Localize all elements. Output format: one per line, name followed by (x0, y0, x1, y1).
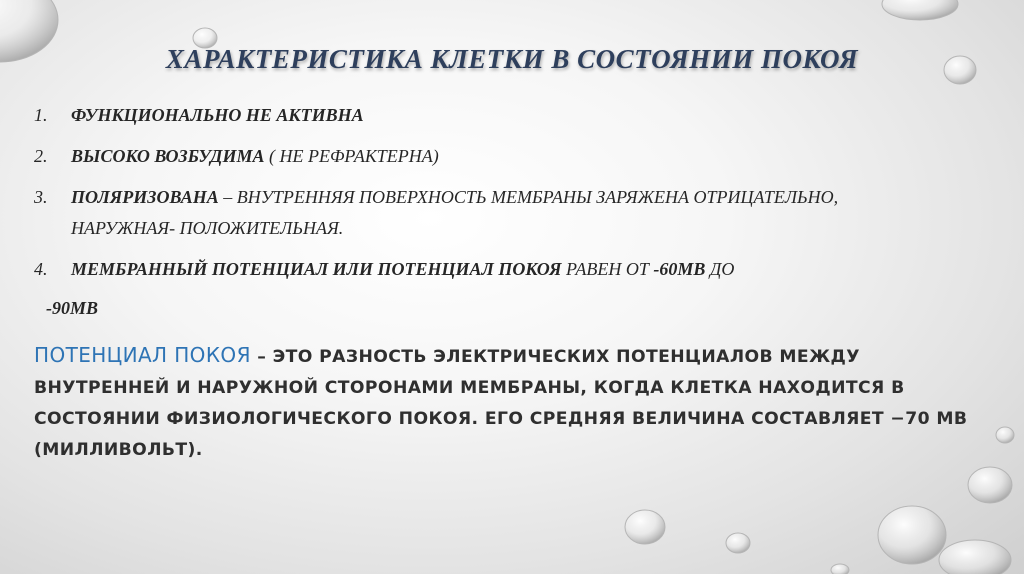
item-text: ДО (705, 259, 735, 279)
item-bold-value: -60МВ (653, 259, 706, 279)
item-bold-text: МЕМБРАННЫЙ ПОТЕНЦИАЛ ИЛИ ПОТЕНЦИАЛ ПОКОЯ (71, 259, 562, 279)
list-item (34, 141, 884, 172)
list-item (34, 254, 884, 285)
definition-paragraph (34, 340, 984, 466)
item-bold-text: ВЫСОКО ВОЗБУДИМА (71, 146, 265, 166)
definition-term: ПОТЕНЦИАЛ ПОКОЯ (34, 343, 251, 367)
item-bold-text: ПОЛЯРИЗОВАНА (71, 187, 219, 207)
item-number: 4. (34, 259, 48, 279)
characteristics-list (34, 100, 884, 285)
list-item (34, 182, 884, 244)
item-text: РАВЕН ОТ (561, 259, 654, 279)
item-bold-text: ФУНКЦИОНАЛЬНО НЕ АКТИВНА (71, 105, 364, 125)
slide-title: ХАРАКТЕРИСТИКА КЛЕТКИ В СОСТОЯНИИ ПОКОЯ (165, 44, 859, 74)
item-text: ( НЕ РЕФРАКТЕРНА) (264, 146, 439, 166)
item-text: – ВНУТРЕННЯЯ ПОВЕРХНОСТЬ МЕМБРАНЫ ЗАРЯЖЕНА ОТРИЦАТЕЛЬНО, НАРУЖНАЯ- ПОЛОЖИТЕЛЬНАЯ. (71, 187, 839, 238)
definition-text: – ЭТО РАЗНОСТЬ ЭЛЕКТРИЧЕСКИХ ПОТЕНЦИАЛОВ МЕЖДУ ВНУТРЕННЕЙ И НАРУЖНОЙ СТОРОНАМИ МЕМБРАНЫ, КОГДА КЛЕТКА НАХОДИТСЯ В СОСТОЯНИИ ФИЗИОЛОГИЧЕСКОГО ПОКОЯ. ЕГО СРЕДНЯЯ ВЕЛИЧИНА СОСТАВЛЯЕТ −70 МВ (МИЛЛИВОЛЬТ). (34, 347, 968, 460)
item-number: 1. (34, 105, 48, 125)
item-number: 2. (34, 146, 48, 166)
item-continuation: -90МВ (46, 298, 99, 318)
item-number: 3. (34, 187, 48, 207)
list-item (34, 100, 884, 131)
